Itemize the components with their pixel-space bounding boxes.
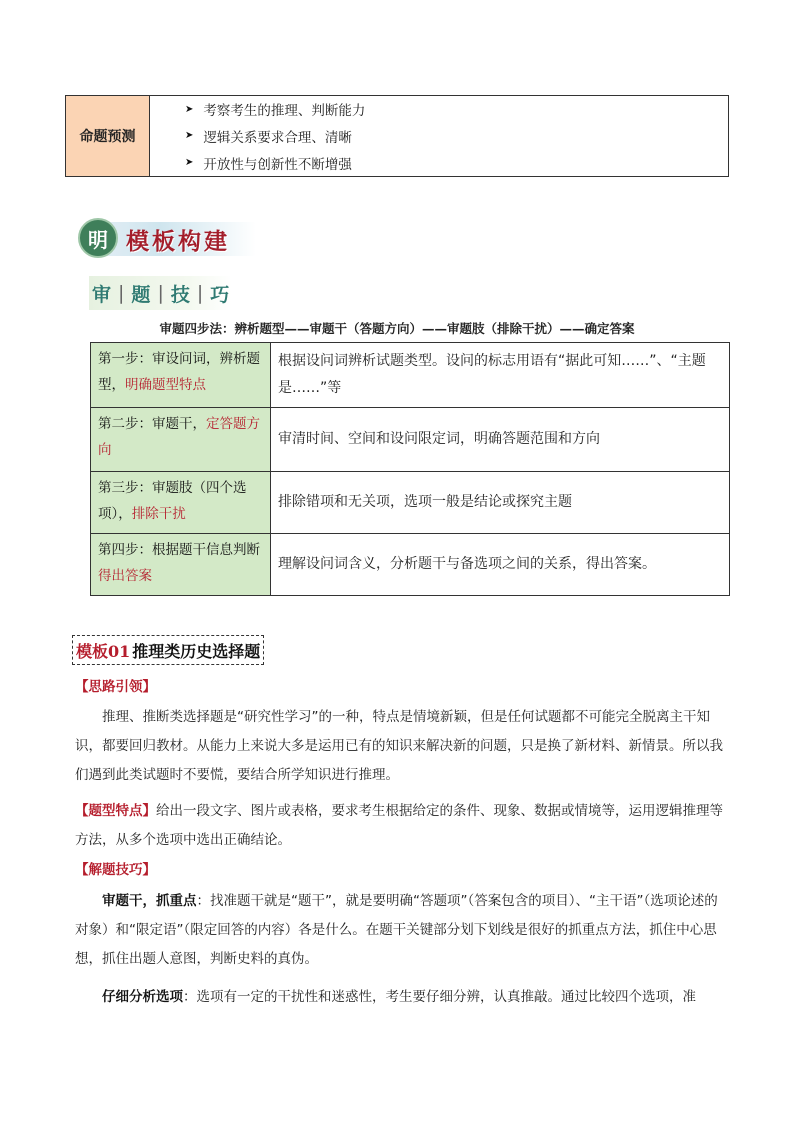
prediction-label: 命题预测 [66,96,150,176]
steps-table [90,342,730,596]
step-cell: 第一步：审设问词，辨析题型，明确题型特点 [91,343,271,407]
prediction-item: ➤ 开放性与创新性不断增强 [185,156,352,173]
step-desc: 理解设问词含义，分析题干与备选项之间的关系，得出答案。 [278,556,656,572]
step-cell: 第二步：审题干，定答题方向 [91,408,271,471]
table-row [91,472,729,534]
prediction-item: ➤ 逻辑关系要求合理、清晰 [185,129,352,146]
tip1-paragraph: 审题干，抓重点：找准题干就是“题干”，就是要明确“答题项”（答案包含的项目）、“主干语”（选项论述的对象）和“限定语”（限定回答的内容）各是什么。在题干关键部分划下划线是很好的抓重点方法，抓住中心思想，抓住出题人意图，判断史料的真伪。 [75,893,718,967]
arrow-bullet-icon: ➤ [185,103,194,115]
section-banner [78,218,256,260]
feature-paragraph: 【题型特点】给出一段文字、图片或表格，要求考生根据给定的条件、现象、数据或情境等，运用逻辑推理等方法，从多个选项中选出正确结论。 [75,803,723,848]
skills-heading: 审 | 题 | 技 | 巧 [89,276,232,310]
prediction-item: ➤ 考察考生的推理、判断能力 [185,103,366,120]
template-title: 推理类历史选择题 [132,641,261,661]
steps-caption: 审题四步法：辨析题型——审题干（答题方向）——审题肢（排除干扰）——确定答案 [159,321,635,336]
template-heading [72,635,264,665]
tip2-paragraph: 仔细分析选项：选项有一定的干扰性和迷惑性，考生要仔细分辨，认真推敲。通过比较四个选项，准 [102,989,696,1005]
step-desc: 根据设问词辨析试题类型。设问的标志用语有“据此可知……”、“主题是……”等 [278,353,706,396]
step-desc: 审清时间、空间和设问限定词，明确答题范围和方向 [278,431,600,447]
template-number: 模板01 [76,641,131,661]
step-cell: 第四步：根据题干信息判断得出答案 [91,534,271,595]
guide-paragraph: 推理、推断类选择题是“研究性学习”的一种，特点是情境新颖，但是任何试题都不可能完全脱离主干知识，都要回归教材。从能力上来说大多是运用已有的知识来解决新的问题，只是换了新材料、新情景。所以我们遇到此类试题时不要慌，要结合所学知识进行推理。 [75,709,723,783]
table-row [91,408,729,472]
seal-icon: 明 [78,218,118,258]
banner-title: 模板构建 [126,228,230,255]
step-cell: 第三步：审题肢（四个选项），排除干扰 [91,472,271,533]
arrow-bullet-icon: ➤ [185,157,194,169]
step-desc: 排除错项和无关项，选项一般是结论或探究主题 [278,494,572,510]
table-row [91,343,729,408]
prediction-list [150,96,728,176]
arrow-bullet-icon: ➤ [185,130,194,142]
guide-label: 【思路引领】 [75,679,156,695]
table-row [91,534,729,595]
prediction-table [65,95,729,177]
tips-label: 【解题技巧】 [75,862,156,878]
